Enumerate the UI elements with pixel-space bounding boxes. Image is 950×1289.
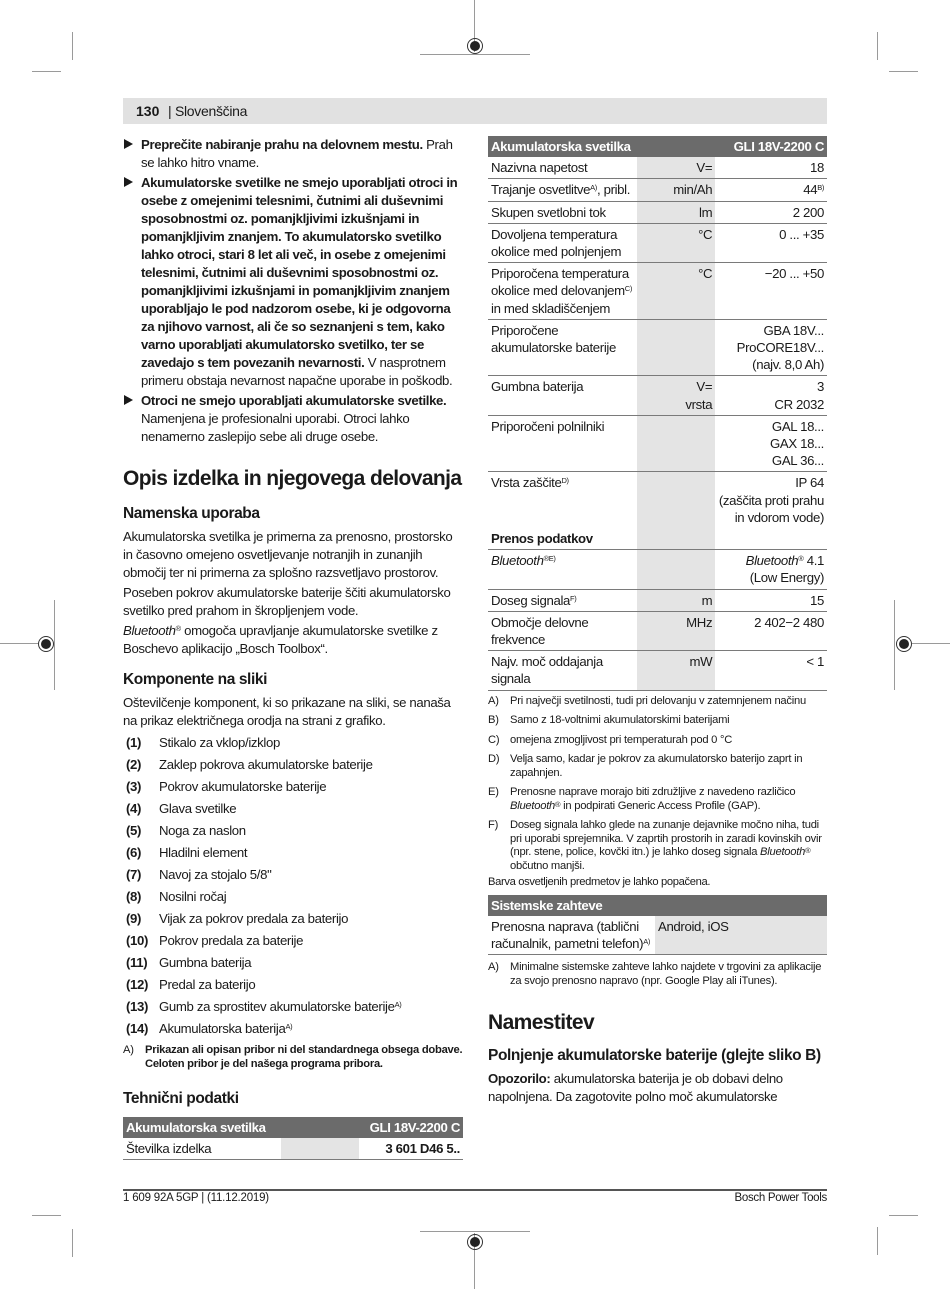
footnote [488,786,827,813]
row-label: Priporočeni polnilniki [491,418,605,434]
table-row [488,472,827,528]
registered-mark: ® [798,554,804,564]
cell-value [715,528,827,550]
component-number: (14) [126,1021,149,1036]
cell-value [715,223,827,262]
component-number: (13) [126,999,149,1014]
footnote-text: in podpirati Generic Access Profile (GAP). [560,799,761,812]
table-row [488,263,827,320]
registration-line [54,600,55,690]
component-item [123,1020,463,1038]
row-value: GAL 36... [771,453,824,469]
component-number: (11) [126,955,148,970]
row-unit: °C [698,266,713,282]
section-title-installation: Namestitev [488,1011,595,1035]
component-number: (8) [126,889,142,904]
footnote-key: A) [123,1044,134,1056]
subtitle-tech-data: Tehnični podatki [123,1090,239,1107]
row-value: 18 [810,160,824,176]
component-label [159,954,463,972]
footnote-key: A) [488,694,499,707]
footnote-text: občutno manjši. [510,859,585,872]
crop-mark [889,1215,918,1216]
table-row-bluetooth [488,550,827,589]
cell-label [488,589,637,611]
paragraph [123,622,463,658]
component-label [159,976,463,994]
row-unit: lm [698,204,713,220]
header-separator: | [168,103,172,119]
spec-rows [488,157,827,528]
row-unit: m [701,592,713,608]
row-value: ProCORE18V... [736,340,824,356]
registration-line [912,643,950,644]
registration-target-icon [38,636,54,652]
table-header-unit [637,136,715,157]
bullet-triangle-icon [124,139,133,149]
footnote-key: D) [488,753,500,766]
bullet-bold-text: Preprečite nabiranje prahu na delovnem mestu. [141,137,423,152]
cell-unit [637,472,715,528]
table-row [488,157,827,179]
footnote-ref: F) [570,593,577,603]
component-label [159,800,463,818]
footnote-text: Doseg signala lahko glede na zunanje dejavnike močno niha, tudi pri uporabi sprejemnika. V zaprtih prostorih in zaradi kovinskih ovir (npr. stene, police, kovčki itn.) je lahko doseg signala [510,819,822,859]
bluetooth-term: Bluetooth [123,623,176,638]
cell-label [488,611,637,650]
table-header-right: GLI 18V-2200 C [359,1117,463,1138]
component-item [123,976,463,994]
row-value: IP 64 [795,475,824,491]
component-number: (4) [126,801,142,816]
component-number: (1) [126,735,142,750]
bullet-triangle-icon [124,177,133,187]
footnote-key: A) [488,961,499,974]
cell-value: Android, iOS [655,916,827,955]
component-item [123,888,463,906]
crop-mark [877,1227,878,1255]
row-label: Območje delovne frekvence [491,614,589,648]
component-text: Gumbna baterija [159,955,252,970]
bullet-text: Prah se lahko hitro vname. [141,137,453,170]
component-item [123,844,463,862]
row-value: GAL 18... [771,418,824,434]
table-row [123,1138,463,1160]
table-row [488,415,827,472]
crop-mark [889,71,918,72]
row-label: Dovoljena temperatura okolice med polnjenjem [491,226,622,260]
paragraph: Akumulatorska svetilka je primerna za prenosno, prostorsko in časovno omejeno osvetljevanje notranjih in zunanjih območij ter ni primerna za splošno razsvetljavo prostorov. [123,529,453,580]
component-text: Noga za naslon [159,823,246,838]
bullet-triangle-icon [124,395,133,405]
spec-table [488,136,827,691]
row-label: Priporočena temperatura okolice med delovanjem [491,266,629,299]
component-number: (12) [126,977,149,992]
registration-target-icon [467,1234,483,1250]
page-language [168,103,247,119]
crop-mark [72,32,73,60]
component-label [159,932,463,950]
component-number: (9) [126,911,142,926]
component-item [123,822,463,840]
cell-value [715,263,827,320]
components-intro: Oštevilčenje komponent, ki so prikazane na sliki, se nanaša na prikaz električnega orodja na strani z grafiko. [123,695,451,728]
cell-unit [281,1138,359,1160]
footer-doc-id: 1 609 92A 5GP | (11.12.2019) [123,1192,269,1204]
footnote-key: C) [488,733,500,746]
component-item [123,734,463,752]
footnote-ref: A) [285,1022,293,1031]
crop-mark [877,32,878,60]
row-label: Gumbna baterija [491,379,584,395]
cell-unit [637,550,715,589]
spec-footnotes [488,695,827,874]
component-text: Glava svetilke [159,801,237,816]
component-number: (5) [126,823,142,838]
cell-value [715,611,827,650]
row-value: (zaščita proti prahu in vdorom vode) [718,492,824,525]
bluetooth-term: Bluetooth [745,553,799,569]
crop-mark [72,1229,73,1257]
component-text: Akumulatorska baterija [159,1021,286,1036]
registration-line [420,54,530,55]
cell-label [488,550,637,589]
table-header-unit [281,1117,359,1138]
footnote-ref: C) [624,284,632,294]
footnote [488,714,827,728]
cell-value [715,319,827,376]
row-unit: °C [698,226,713,242]
row-unit: V= [696,379,713,395]
cell-label [488,651,637,690]
footnote-text: Prikazan ali opisan pribor ni del standardnega obsega dobave. Celoten pribor je del našega programa pribora. [145,1044,463,1070]
crop-mark [32,1215,61,1216]
row-label-tail: , pribl. [596,182,631,198]
right-column [488,136,827,1108]
table-row [488,223,827,262]
component-number: (6) [126,845,142,860]
footnote-ref: D) [561,476,569,486]
cell-unit [637,263,715,320]
cell-value [715,179,827,201]
row-value: < 1 [806,654,824,670]
table-header: Sistemske zahteve [488,895,827,916]
row-value: 0 ... +35 [779,226,824,242]
component-label [159,1020,463,1038]
cell-label [488,179,637,201]
component-item [123,866,463,884]
row-label: Nazivna napetost [491,160,588,176]
component-label [159,756,463,774]
cell-value [715,376,827,415]
row-label: Najv. moč oddajanja signala [491,654,603,687]
component-item [123,756,463,774]
component-item [123,778,463,796]
row-unit: min/Ah [673,182,713,198]
footnote-ref: A) [590,183,597,193]
row-value: 15 [810,592,824,608]
component-text: Navoj za stojalo 5/8" [159,867,272,882]
registration-line [420,1231,530,1232]
cell-value [715,201,827,223]
cell-label [488,223,637,262]
component-label [159,910,463,928]
table-row [488,179,827,201]
row-label: Vrsta zaščite [491,475,562,491]
component-item [123,800,463,818]
cell-unit [637,376,715,415]
page-header [123,98,827,124]
subtitle-components: Komponente na sliki [123,671,267,688]
footnote-text: Minimalne sistemske zahteve lahko najdete v trgovini za aplikacije za svojo prenosno napravo (npr. Google Play ali iTunes). [510,961,822,987]
cell-value [715,472,827,528]
subtitle-charging: Polnjenje akumulatorske baterije (glejte sliko B) [488,1047,821,1065]
table-row [488,651,827,690]
cell-value [715,157,827,179]
component-text: Hladilni element [159,845,248,860]
row-value: 44 [803,182,818,198]
safety-bullet [123,392,463,446]
page-number: 130 [136,103,160,119]
table-header-row [488,136,827,157]
table-header-left: Akumulatorska svetilka [488,136,637,157]
component-label [159,844,463,862]
component-item [123,910,463,928]
component-number: (2) [126,757,142,772]
bullet-text: Namenjena je profesionalni uporabi. Otroci lahko nenamerno zaslepijo sebe ali druge osebe. [141,411,410,444]
bluetooth-term: Bluetooth [760,846,806,859]
component-item [123,954,463,972]
paragraph-text: omogoča upravljanje akumulatorske svetilke z Boschevo aplikacijo „Bosch Toolbox“. [123,623,438,656]
component-number: (3) [126,779,142,794]
cell-label [488,319,637,376]
footnote-text: Pri največji svetilnosti, tudi pri delovanju v zatemnjenem načinu [510,694,806,707]
crop-mark [32,71,61,72]
safety-bullet [123,174,463,390]
footnote-ref: ®E) [543,554,556,564]
footnote-ref: A) [643,937,651,947]
cell-label [488,415,637,472]
bullet-bold-text: Otroci ne smejo uporabljati akumulatorske svetilke. [141,393,447,408]
footnote-ref: A) [394,1000,402,1009]
table-row [488,611,827,650]
registration-line [894,600,895,690]
cell-label [488,376,637,415]
cell-label [488,916,655,955]
safety-bullet [123,136,463,172]
cell-value [715,651,827,690]
section-row-data-transfer [488,528,827,550]
cell-value [715,589,827,611]
row-unit: V= [696,160,713,176]
row-value: 2 200 [792,204,824,220]
footnote [488,734,827,748]
table-header-row [123,1117,463,1138]
row-label: Priporočene akumulatorske baterije [491,322,616,356]
component-number: (7) [126,867,142,882]
cell-unit [637,201,715,223]
row-value: 3 [817,379,824,395]
cell-label [488,157,637,179]
cell-label [488,201,637,223]
table-row [488,589,827,611]
cell-unit [637,415,715,472]
cell-value: 3 601 D46 5.. [359,1138,463,1160]
bluetooth-version: 4.1 [803,553,824,569]
data-transfer-rows [488,589,827,690]
footnote-key: F) [488,819,499,832]
table-header-row [488,895,827,916]
warning-label: Opozorilo: [488,1071,551,1087]
row-value: −20 ... +50 [764,266,824,282]
footnote [488,695,827,709]
registered-mark: ® [805,846,811,856]
footnote-text: Samo z 18-voltnimi akumulatorskimi baterijami [510,714,730,727]
component-label [159,778,463,796]
component-label [159,888,463,906]
component-label [159,998,463,1016]
left-column [123,136,463,1160]
footnote-text: omejena zmogljivost pri temperaturah pod 0 °C [510,733,733,746]
component-text: Stikalo za vklop/izklop [159,735,280,750]
footer-brand: Bosch Power Tools [734,1192,827,1204]
cell-unit [637,319,715,376]
row-value: CR 2032 [774,396,824,412]
components-footnote [123,1044,463,1071]
table-row [488,319,827,376]
bluetooth-mode: (Low Energy) [749,570,824,586]
table-row [488,916,827,955]
cell-unit [637,179,715,201]
footer-rule [123,1189,827,1191]
component-label [159,734,463,752]
table-header-left: Akumulatorska svetilka [123,1117,281,1138]
tech-data-table [123,1117,463,1160]
component-item [123,932,463,950]
row-label: Doseg signala [491,592,571,608]
warning-paragraph [488,1070,827,1106]
component-label [159,822,463,840]
bluetooth-term: Bluetooth [510,799,556,812]
footnote-text: Prenosne naprave morajo biti združljive z navedeno različico [510,786,796,799]
row-label: Trajanje osvetlitve [491,182,591,198]
cell-unit [637,651,715,690]
footnote [488,819,827,873]
component-text: Zaklep pokrova akumulatorske baterije [159,757,373,772]
bullet-text: V nasprotnem primeru obstaja nevarnost napačne uporabe in poškodb. [141,355,453,388]
paragraph: Poseben pokrov akumulatorske baterije ščiti akumulatorsko svetilko pred prahom in škropljenjem vode. [123,585,451,618]
table-header-right: GLI 18V-2200 C [715,136,827,157]
sysreq-footnote [488,961,827,988]
cell-unit [637,223,715,262]
language-label: Slovenščina [174,103,248,119]
table-row [488,376,827,415]
component-text: Pokrov akumulatorske baterije [159,779,327,794]
row-label: Skupen svetlobni tok [491,204,606,220]
row-label-tail: in med skladiščenjem [491,300,611,316]
component-number: (10) [126,933,149,948]
cell-label: Številka izdelka [123,1138,281,1160]
row-value: GBA 18V... [763,322,824,338]
row-value: 2 402−2 480 [754,614,824,630]
component-text: Vijak za pokrov predala za baterijo [159,911,349,926]
cell-value [715,550,827,589]
footnote-ref: B) [817,183,824,193]
device-label: Prenosna naprava (tablični računalnik, pametni telefon) [491,918,644,952]
footnote-key: B) [488,714,499,727]
footnote-key: E) [488,786,499,799]
component-text: Gumb za sprostitev akumulatorske baterije [159,999,395,1014]
row-unit: MHz [686,614,713,630]
registration-target-icon [896,636,912,652]
component-item [123,998,463,1016]
cell-unit [637,528,715,550]
table-row [488,201,827,223]
cell-label: Prenos podatkov [488,528,637,550]
component-text: Pokrov predala za baterije [159,933,304,948]
row-unit: vrsta [685,396,713,412]
cell-value [715,415,827,472]
cell-label [488,472,637,528]
row-value: (najv. 8,0 Ah) [752,357,824,373]
system-requirements-table [488,895,827,956]
section-title-product: Opis izdelka in njegovega delovanja [123,467,462,490]
component-label [159,866,463,884]
row-unit: mW [689,654,713,670]
bluetooth-term: Bluetooth [491,553,544,569]
row-value: GAX 18... [769,436,824,452]
cell-label [488,263,637,320]
footnote [488,753,827,780]
color-note: Barva osvetljenih predmetov je lahko popačena. [488,876,711,889]
cell-unit [637,589,715,611]
registered-mark: ® [175,624,181,633]
component-text: Nosilni ročaj [159,889,227,904]
subtitle-intended-use: Namenska uporaba [123,505,260,522]
components-list [123,734,463,1038]
cell-unit [637,611,715,650]
footnote-text: Velja samo, kadar je pokrov za akumulatorsko baterijo zaprt in zapahnjen. [510,753,803,779]
component-text: Predal za baterijo [159,977,256,992]
registration-line [0,643,38,644]
cell-unit [637,157,715,179]
registered-mark: ® [555,799,561,809]
bullet-bold-text: Akumulatorske svetilke ne smejo uporabljati otroci in osebe z omejenimi telesnimi, čutnimi ali duševnimi sposobnostmi oz. pomanjkljivimi izkušnjami in pomanjkljivim znanjem. To akumulatorsko svetilko lahko otroci, stari 8 let ali več, in osebe z omejenimi telesnimi, čutnimi ali duševnimi sposobnostmi oz. pomanjkljivimi izkušnjami in pomanjkljivim znanjem uporabljajo le pod nadzorom osebe, ki je odgovorna za njihovo varnost, ali če so seznanjeni s tem, kako varno uporabljati akumulatorsko svetilko, ter se zavedajo s tem povezanih nevarnosti. [141,175,458,370]
warning-text: akumulatorska baterija je ob dobavi delno napolnjena. Da zagotovite polno moč akumulatorske [488,1071,783,1105]
registration-target-icon [467,38,483,54]
